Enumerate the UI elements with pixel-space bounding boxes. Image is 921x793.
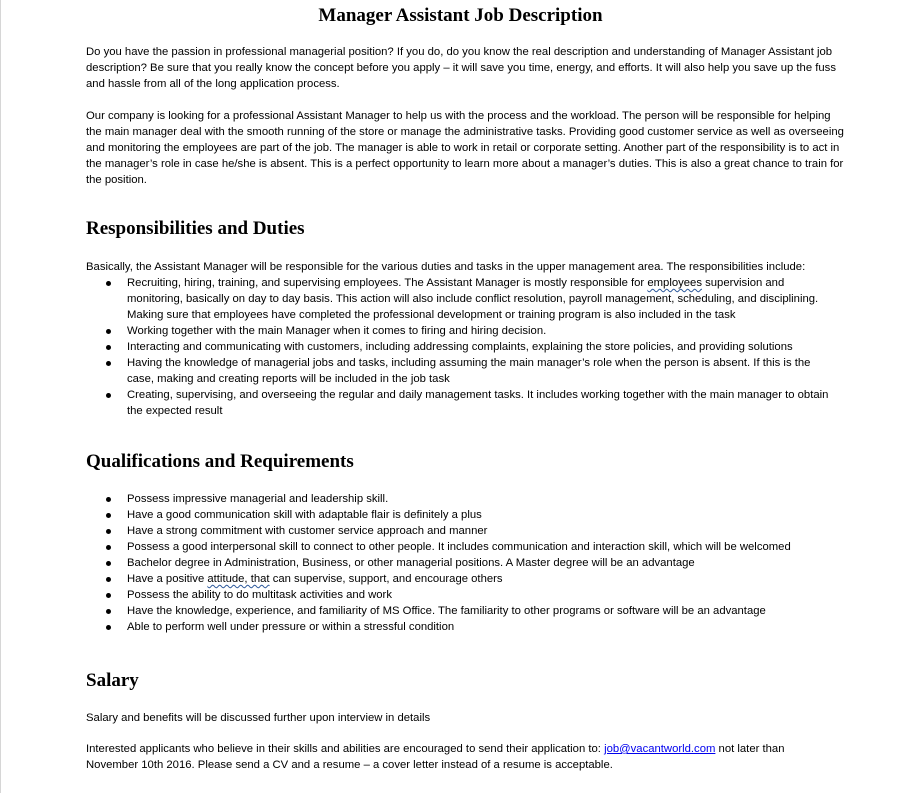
spell-check-flag[interactable]: employees (647, 277, 702, 289)
list-item (0, 571, 839, 587)
bullet-icon (106, 329, 111, 334)
list-item (0, 539, 839, 555)
intro-paragraph-1: Do you have the passion in professional managerial position? If you do, do you know the real description and understanding of Manager Assistant job description? Be sure that you really know the concept before you apply – it will save you time, energy, and efforts. It will also help you save up the fuss and hassle from all of the long application process. (86, 46, 836, 90)
application-instructions (86, 741, 836, 773)
bullet-icon (106, 577, 111, 582)
list-item-text: Having the knowledge of managerial jobs and tasks, including assuming the main manager’s role when the person is absent. If this is the case, making and creating reports will be included in the job task (127, 357, 811, 385)
responsibilities-lead: Basically, the Assistant Manager will be responsible for the various duties and tasks in the upper management area. The responsibilities include: (86, 261, 806, 273)
bullet-icon (106, 393, 111, 398)
list-item (0, 355, 839, 387)
list-item (0, 275, 839, 323)
list-item-text: Possess a good interpersonal skill to connect to other people. It includes communication and interaction skill, which will be welcomed (127, 541, 791, 553)
qualifications-heading: Qualifications and Requirements (86, 451, 354, 472)
qualifications-list (0, 491, 921, 635)
list-item (0, 323, 839, 339)
list-item-text: Have a good communication skill with adaptable flair is definitely a plus (127, 509, 482, 521)
list-item (0, 619, 839, 635)
email-link[interactable]: job@vacantworld.com (604, 743, 716, 755)
bullet-icon (106, 561, 111, 566)
list-item-text: Interacting and communicating with customers, including addressing complaints, explaining the store policies, and providing solutions (127, 341, 793, 353)
list-item-text-start: Have a positive (127, 573, 208, 585)
intro-paragraph-2: Our company is looking for a professional Assistant Manager to help us with the process and the workload. The person will be responsible for helping the main manager deal with the smooth running of the store or manage the administrative tasks. Providing good customer service as well as overseeing and monitoring the employees are part of the job. The manager is able to work in retail or corporate setting. Another part of the responsibility is to act in the manager’s role in case he/she is absent. This is a perfect opportunity to learn more about a manager’s duties. This is also a great chance to train for the position. (86, 110, 844, 186)
list-item-text: Possess the ability to do multitask activities and work (127, 589, 392, 601)
list-item (0, 523, 839, 539)
list-item-text: Have the knowledge, experience, and familiarity of MS Office. The familiarity to other programs or software will be an advantage (127, 605, 766, 617)
bullet-icon (106, 361, 111, 366)
salary-text: Salary and benefits will be discussed further upon interview in details (86, 712, 431, 724)
list-item-text: Working together with the main Manager when it comes to firing and hiring decision. (127, 325, 547, 337)
list-item-text: Creating, supervising, and overseeing the regular and daily management tasks. It includes working together with the main manager to obtain the expected result (127, 389, 829, 417)
bullet-icon (106, 513, 111, 518)
application-text-end: not later than November 10th 2016. Please send a CV and a resume – a cover letter instead of a resume is acceptable. (86, 743, 785, 771)
list-item-text: Bachelor degree in Administration, Business, or other managerial positions. A Master degree will be an advantage (127, 557, 695, 569)
bullet-icon (106, 497, 111, 502)
list-item (0, 491, 839, 507)
list-item (0, 603, 839, 619)
list-item-text: Have a strong commitment with customer service approach and manner (127, 525, 488, 537)
bullet-icon (106, 593, 111, 598)
salary-heading: Salary (86, 670, 139, 691)
responsibilities-heading: Responsibilities and Duties (86, 218, 305, 239)
bullet-icon (106, 545, 111, 550)
responsibilities-list (0, 275, 921, 419)
list-item-text-end: can supervise, support, and encourage others (269, 573, 503, 585)
grammar-check-flag[interactable]: attitude, that (207, 573, 270, 585)
application-text-start: Interested applicants who believe in their skills and abilities are encouraged to send their application to: (86, 743, 605, 755)
document-title: Manager Assistant Job Description (318, 5, 603, 26)
list-item-text-start: Recruiting, hiring, training, and supervising employees. The Assistant Manager is mostly responsible for (127, 277, 648, 289)
list-item (0, 387, 839, 419)
bullet-icon (106, 529, 111, 534)
list-item (0, 507, 839, 523)
list-item (0, 555, 839, 571)
list-item (0, 587, 839, 603)
list-item (0, 339, 839, 355)
list-item-text-end: supervision and monitoring, basically on day to day basis. This action will also include conflict resolution, payroll management, scheduling, and disciplining. Making sure that employees have completed the professional development or training program is also included in the task (127, 277, 819, 321)
bullet-icon (106, 609, 111, 614)
bullet-icon (106, 625, 111, 630)
bullet-icon (106, 281, 111, 286)
bullet-icon (106, 345, 111, 350)
list-item-text: Able to perform well under pressure or within a stressful condition (127, 621, 455, 633)
list-item-text: Possess impressive managerial and leadership skill. (127, 493, 389, 505)
